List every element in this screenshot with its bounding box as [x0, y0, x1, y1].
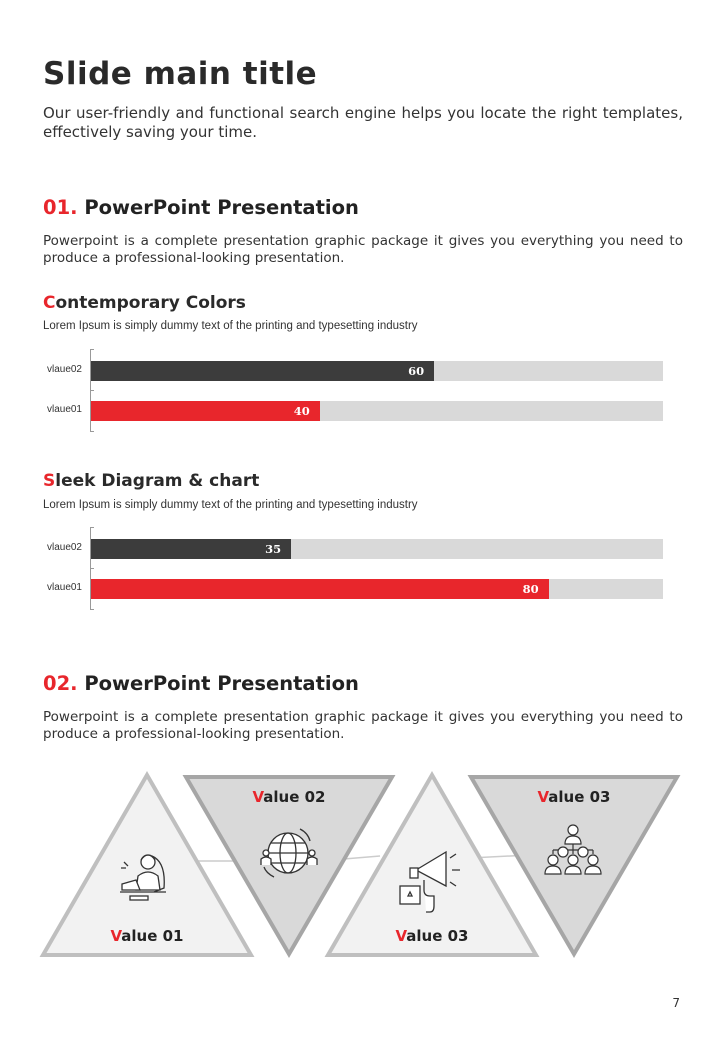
chart1-axis-tick: [90, 349, 94, 350]
bar-category-label: vlaue01: [46, 404, 82, 415]
chart2-axis-tick: [90, 609, 94, 610]
section1-number: 01.: [43, 196, 78, 219]
section1-title: PowerPoint Presentation: [84, 196, 359, 219]
section1-text: Powerpoint is a complete presentation graphic package it gives you everything you need to produce a professional-looking presentation.: [43, 233, 683, 266]
section2-heading: [43, 672, 359, 695]
tri-label-initial: V: [110, 927, 122, 945]
page-lead-text: Our user-friendly and functional search engine helps you locate the right templates, effectively saving your time.: [43, 104, 683, 141]
tri-label-rest: alue 03: [406, 927, 469, 945]
chart1-axis-tick: [90, 390, 94, 391]
bar-category-label: vlaue01: [46, 582, 82, 593]
tri-label-initial: V: [252, 788, 264, 806]
chart2-subtitle: Lorem Ipsum is simply dummy text of the printing and typesetting industry: [43, 499, 418, 511]
page-title: Slide main title: [43, 56, 318, 92]
triangle-label-value-03b: [504, 788, 644, 806]
tri-label-rest: alue 03: [548, 788, 611, 806]
bar-value-label: 40: [293, 404, 310, 418]
tri-label-initial: V: [537, 788, 549, 806]
chart1-heading-rest: ontemporary Colors: [55, 293, 246, 313]
chart1: [0, 349, 720, 433]
bar-value-label: 35: [265, 542, 282, 556]
bar-track: [91, 361, 663, 381]
tri-label-rest: alue 02: [263, 788, 326, 806]
bar-track: [91, 539, 663, 559]
tri-label-initial: V: [395, 927, 407, 945]
bar-category-label: vlaue02: [46, 364, 82, 375]
section2-title: PowerPoint Presentation: [84, 672, 359, 695]
bar: [91, 401, 320, 421]
chart2-axis-tick: [90, 527, 94, 528]
bar: [91, 579, 549, 599]
bar: [91, 539, 291, 559]
page-number: 7: [672, 996, 680, 1010]
chart1-axis-tick: [90, 431, 94, 432]
chart2: [0, 527, 720, 611]
chart1-heading: [43, 293, 246, 313]
bar-track: [91, 401, 663, 421]
bar-value-label: 60: [408, 364, 425, 378]
tri-label-rest: alue 01: [121, 927, 184, 945]
section2-number: 02.: [43, 672, 78, 695]
section2-text: Powerpoint is a complete presentation graphic package it gives you everything you need to produce a professional-looking presentation.: [43, 709, 683, 742]
triangle-label-value-02: [219, 788, 359, 806]
bar-value-label: 80: [522, 582, 539, 596]
bar: [91, 361, 434, 381]
chart2-heading: [43, 471, 259, 491]
section1-heading: [43, 196, 359, 219]
chart2-heading-rest: leek Diagram & chart: [55, 471, 260, 491]
chart1-heading-initial: C: [43, 293, 56, 313]
chart1-subtitle: Lorem Ipsum is simply dummy text of the printing and typesetting industry: [43, 320, 418, 332]
chart2-axis-tick: [90, 568, 94, 569]
triangle-label-value-03: [362, 927, 502, 945]
bar-track: [91, 579, 663, 599]
triangle-label-value-01: [77, 927, 217, 945]
bar-category-label: vlaue02: [46, 542, 82, 553]
chart2-heading-initial: S: [43, 471, 56, 491]
